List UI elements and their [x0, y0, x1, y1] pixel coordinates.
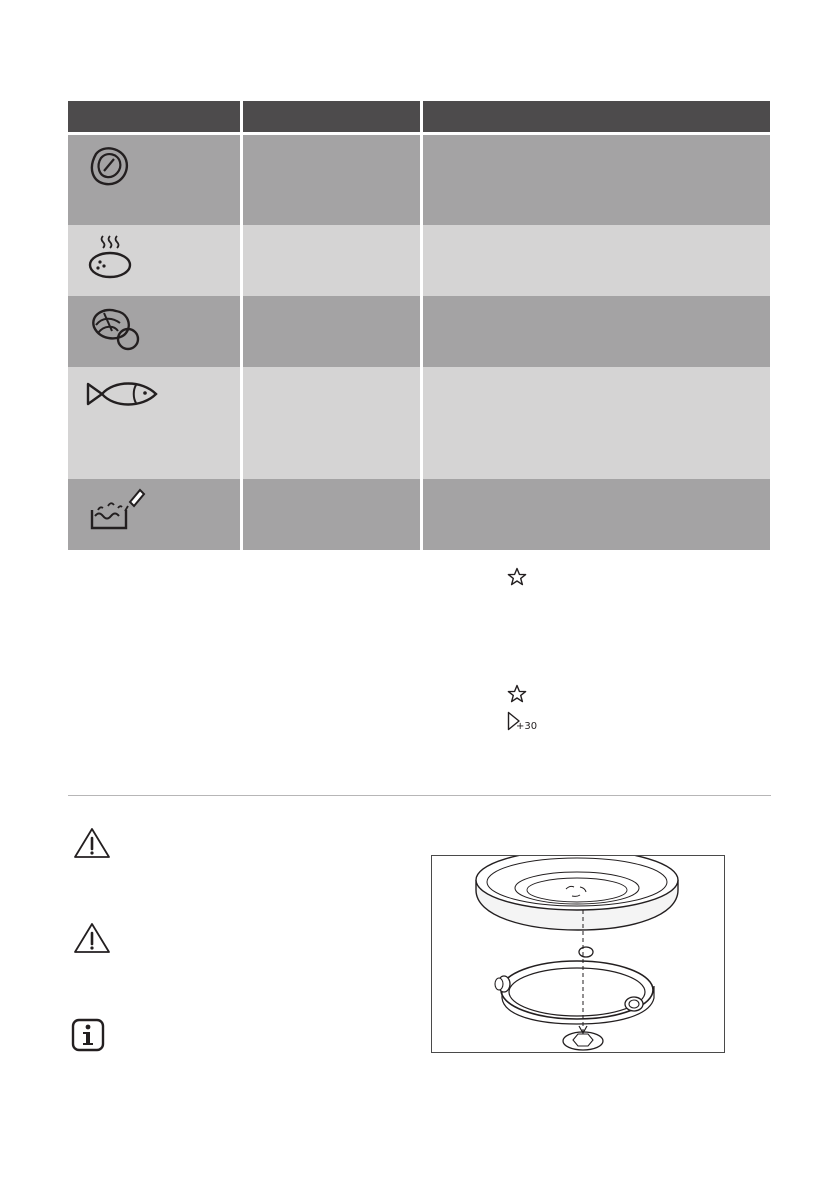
vegetables-icon: [82, 303, 142, 351]
turntable-diagram: [431, 855, 725, 1053]
info-icon: [71, 1018, 105, 1052]
warning-icon: [72, 826, 112, 860]
table-cell: [243, 225, 420, 296]
star-icon: [507, 684, 527, 704]
table-cell: [423, 135, 770, 225]
table-row: [68, 135, 770, 225]
table-header-col-2: [243, 101, 420, 132]
table-row: [68, 479, 770, 550]
table-header-col-3: [423, 101, 770, 132]
table-cell: [423, 367, 770, 479]
section-divider: [68, 795, 771, 796]
table-cell: [68, 367, 240, 479]
table-cell: [68, 135, 240, 225]
table-cell: [423, 296, 770, 367]
table-row: [68, 367, 770, 479]
steamed-food-icon: [82, 232, 138, 280]
table-cell: [68, 296, 240, 367]
table-row: [68, 296, 770, 367]
table-cell: [243, 135, 420, 225]
meat-icon: [82, 142, 138, 190]
table-cell: [68, 479, 240, 550]
table-cell: [68, 225, 240, 296]
table-row: [68, 225, 770, 296]
start-plus-30-icon: [507, 711, 541, 735]
turntable-illustration: [432, 856, 724, 1052]
table-cell: [243, 296, 420, 367]
liquid-icon: [82, 486, 146, 534]
table-cell: [423, 479, 770, 550]
table-cell: [243, 367, 420, 479]
table-header-col-1: [68, 101, 240, 132]
warning-icon: [72, 921, 112, 955]
table-cell: [423, 225, 770, 296]
plus-30-label: +30: [516, 721, 538, 732]
fish-icon: [82, 374, 162, 414]
star-icon: [507, 567, 527, 587]
table-cell: [243, 479, 420, 550]
